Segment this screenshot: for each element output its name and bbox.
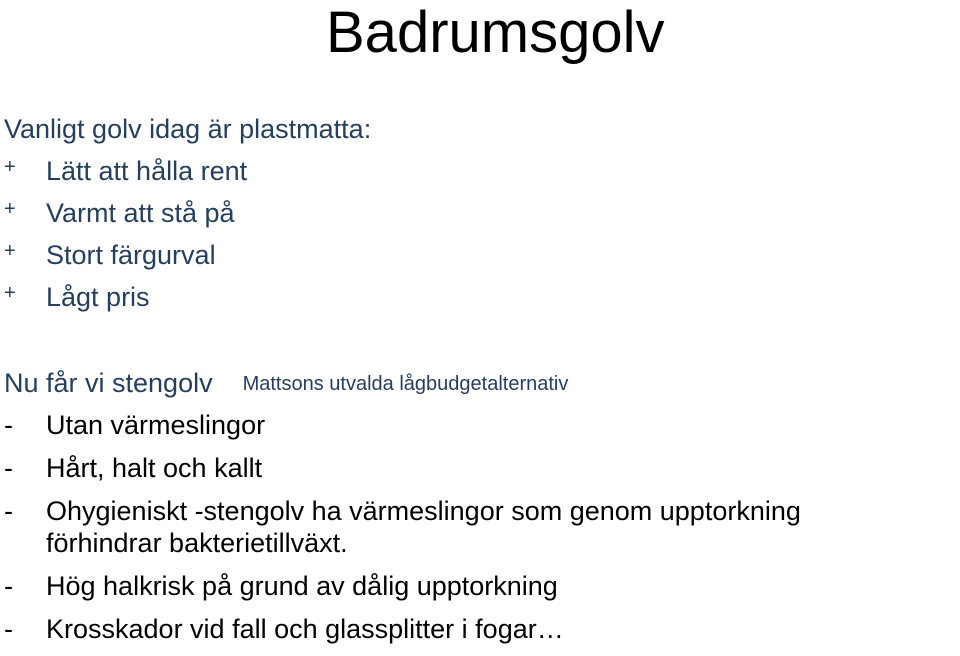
con-list-item: [4, 495, 801, 559]
pro-list-item: [4, 281, 371, 323]
con-list-item-text: Utan värmeslingor: [46, 410, 266, 440]
dash-marker: -: [4, 571, 13, 601]
pro-list-item-text: Varmt att stå på: [46, 198, 235, 228]
dash-marker: -: [4, 614, 13, 644]
plastic-floor-section: [4, 113, 371, 323]
pro-list-item-text: Lågt pris: [46, 282, 150, 312]
stone-floor-heading-text: Nu får vi stengolv: [4, 368, 213, 398]
stone-floor-section: [4, 367, 801, 656]
con-list-item-text: Hög halkrisk på grund av dålig upptorkning: [46, 571, 558, 601]
con-list-item-text-continued: förhindrar bakterietillväxt.: [46, 528, 348, 558]
pro-list-item: [4, 155, 371, 197]
dash-marker: -: [4, 410, 13, 440]
plus-marker: +: [4, 282, 16, 304]
con-list-item: [4, 452, 801, 495]
pro-list-item: [4, 239, 371, 281]
con-list-item-text: Hårt, halt och kallt: [46, 453, 263, 483]
plus-marker: +: [4, 156, 16, 178]
plastic-floor-heading: Vanligt golv idag är plastmatta:: [4, 114, 372, 144]
pro-list-item-text: Lätt att hålla rent: [46, 156, 248, 186]
slide-title: Badrumsgolv: [326, 0, 665, 65]
con-list-item: [4, 570, 801, 613]
dash-marker: -: [4, 496, 13, 526]
plus-marker: +: [4, 240, 16, 262]
pro-list-item-text: Stort färgurval: [46, 240, 216, 270]
con-list-item-text: Ohygieniskt -stengolv ha värmeslingor som genom upptorkning: [46, 496, 801, 526]
dash-marker: -: [4, 453, 13, 483]
pro-list-item: [4, 197, 371, 239]
plus-marker: +: [4, 198, 16, 220]
con-list-item: [4, 409, 801, 452]
stone-floor-heading: [4, 367, 801, 399]
stone-floor-subheading: Mattsons utvalda lågbudgetalternativ: [242, 373, 569, 395]
con-list-item-text: Krosskador vid fall och glassplitter i fogar…: [46, 614, 564, 644]
